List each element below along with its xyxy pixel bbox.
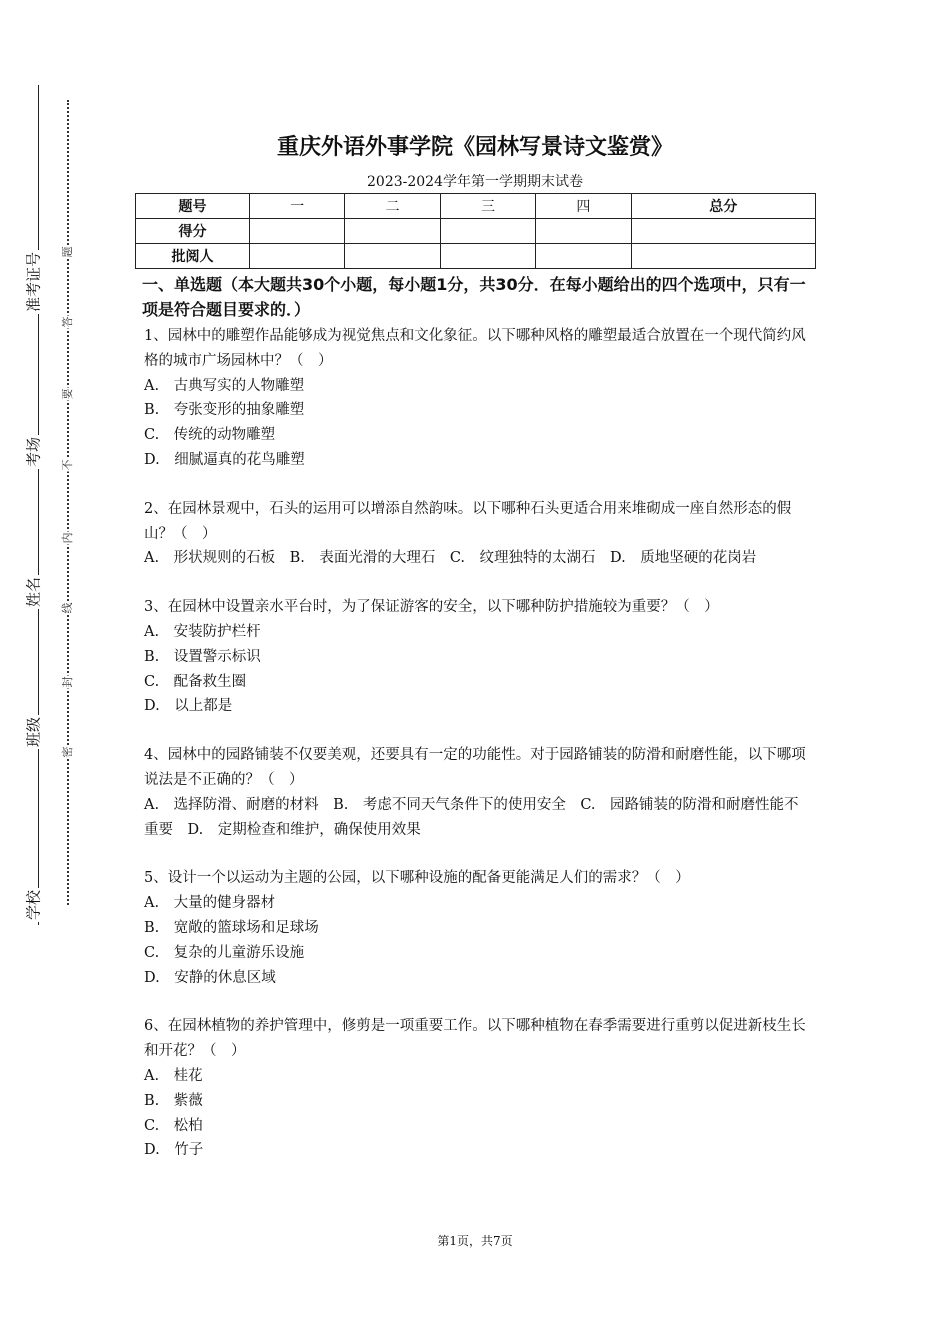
option-c: C. 传统的动物雕塑 [144, 427, 276, 444]
seal-note: 内 [61, 532, 74, 544]
score-table-header-row [136, 194, 816, 219]
question-5 [144, 866, 809, 990]
grader-cell[interactable] [250, 244, 345, 269]
exam-content [144, 272, 809, 1187]
binding-dotted-line [67, 100, 69, 905]
seal-note: 线 [61, 602, 74, 614]
exam-subtitle: 2023-2024学年第一学期期末试卷 [367, 174, 583, 190]
question-2 [144, 497, 809, 571]
option-a: A. 安装防护栏杆 [144, 623, 261, 640]
header-cell: 四 [536, 194, 631, 219]
grader-cell[interactable] [440, 244, 535, 269]
option-c: C. 松柏 [144, 1117, 203, 1134]
score-table [135, 193, 816, 269]
score-cell[interactable] [345, 219, 440, 244]
option-b: B. 夸张变形的抽象雕塑 [144, 402, 305, 419]
binding-margin [0, 0, 80, 1344]
question-3 [144, 595, 809, 719]
question-stem: 2、在园林景观中，石头的运用可以增添自然韵味。以下哪种石头更适合用来堆砌成一座自然形态的假山？（ ） [144, 500, 792, 542]
grader-cell[interactable] [631, 244, 815, 269]
options-inline: A. 选择防滑、耐磨的材料 B. 考虑不同天气条件下的使用安全 C. 园路铺装的防滑和耐磨性能不重要 D. 定期检查和维护，确保使用效果 [144, 796, 799, 838]
binding-label-school: 学校 [24, 889, 43, 921]
row-label-grader: 批阅人 [136, 244, 250, 269]
exam-title: 重庆外语外事学院《园林写景诗文鉴赏》 [276, 135, 673, 160]
question-1 [144, 324, 809, 473]
score-row [136, 219, 816, 244]
option-d: D. 以上都是 [144, 698, 233, 715]
header-cell: 二 [345, 194, 440, 219]
option-a: A. 大量的健身器材 [144, 895, 276, 912]
question-6 [144, 1014, 809, 1163]
question-stem: 5、设计一个以运动为主题的公园，以下哪种设施的配备更能满足人们的需求？（ ） [144, 870, 690, 887]
option-d: D. 竹子 [144, 1142, 204, 1159]
question-stem: 3、在园林中设置亲水平台时，为了保证游客的安全，以下哪种防护措施较为重要？（ ） [144, 599, 719, 616]
option-a: A. 桂花 [144, 1067, 203, 1084]
option-d: D. 安静的休息区域 [144, 969, 276, 986]
seal-note: 封 [61, 676, 74, 688]
binding-label-class: 班级 [24, 716, 43, 748]
binding-solid-line [38, 85, 39, 925]
score-cell[interactable] [250, 219, 345, 244]
binding-label-name: 姓名 [24, 576, 43, 608]
score-cell[interactable] [440, 219, 535, 244]
seal-note: 答 [61, 316, 74, 328]
option-b: B. 紫薇 [144, 1092, 203, 1109]
score-cell[interactable] [536, 219, 631, 244]
grader-cell[interactable] [345, 244, 440, 269]
option-c: C. 复杂的儿童游乐设施 [144, 944, 305, 961]
header-cell: 总分 [631, 194, 815, 219]
page-footer: 第1页，共7页 [437, 1234, 513, 1248]
option-b: B. 宽敞的篮球场和足球场 [144, 919, 319, 936]
section-heading: 一、单选题（本大题共30个小题，每小题1分，共30分．在每小题给出的四个选项中，只有一项是符合题目要求的．） [142, 275, 806, 319]
option-a: A. 古典写实的人物雕塑 [144, 377, 305, 394]
options-inline: A. 形状规则的石板 B. 表面光滑的大理石 C. 纹理独特的太湖石 D. 质地坚硬的花岗岩 [144, 550, 757, 567]
seal-note: 要 [61, 388, 74, 400]
row-label-score: 得分 [136, 219, 250, 244]
question-stem: 4、园林中的园路铺装不仅要美观，还要具有一定的功能性。对于园路铺装的防滑和耐磨性能，以下哪项说法是不正确的？（ ） [144, 747, 806, 788]
option-c: C. 配备救生圈 [144, 673, 247, 690]
binding-label-exam-room: 考场 [24, 436, 43, 468]
header-cell: 题号 [136, 194, 250, 219]
seal-note: 题 [61, 246, 74, 258]
binding-label-exam-number: 准考证号 [24, 251, 43, 313]
header-cell: 三 [440, 194, 535, 219]
grader-row [136, 244, 816, 269]
score-cell[interactable] [631, 219, 815, 244]
question-stem: 1、园林中的雕塑作品能够成为视觉焦点和文化象征。以下哪种风格的雕塑最适合放置在一个现代简约风格的城市广场园林中？（ ） [144, 328, 806, 369]
option-b: B. 设置警示标识 [144, 648, 261, 665]
option-d: D. 细腻逼真的花鸟雕塑 [144, 451, 305, 468]
question-4 [144, 743, 809, 842]
seal-note: 不 [61, 459, 74, 471]
seal-note: 密 [61, 746, 74, 758]
grader-cell[interactable] [536, 244, 631, 269]
question-stem: 6、在园林植物的养护管理中，修剪是一项重要工作。以下哪种植物在春季需要进行重剪以促进新枝生长和开花？（ ） [144, 1018, 806, 1060]
header-cell: 一 [250, 194, 345, 219]
